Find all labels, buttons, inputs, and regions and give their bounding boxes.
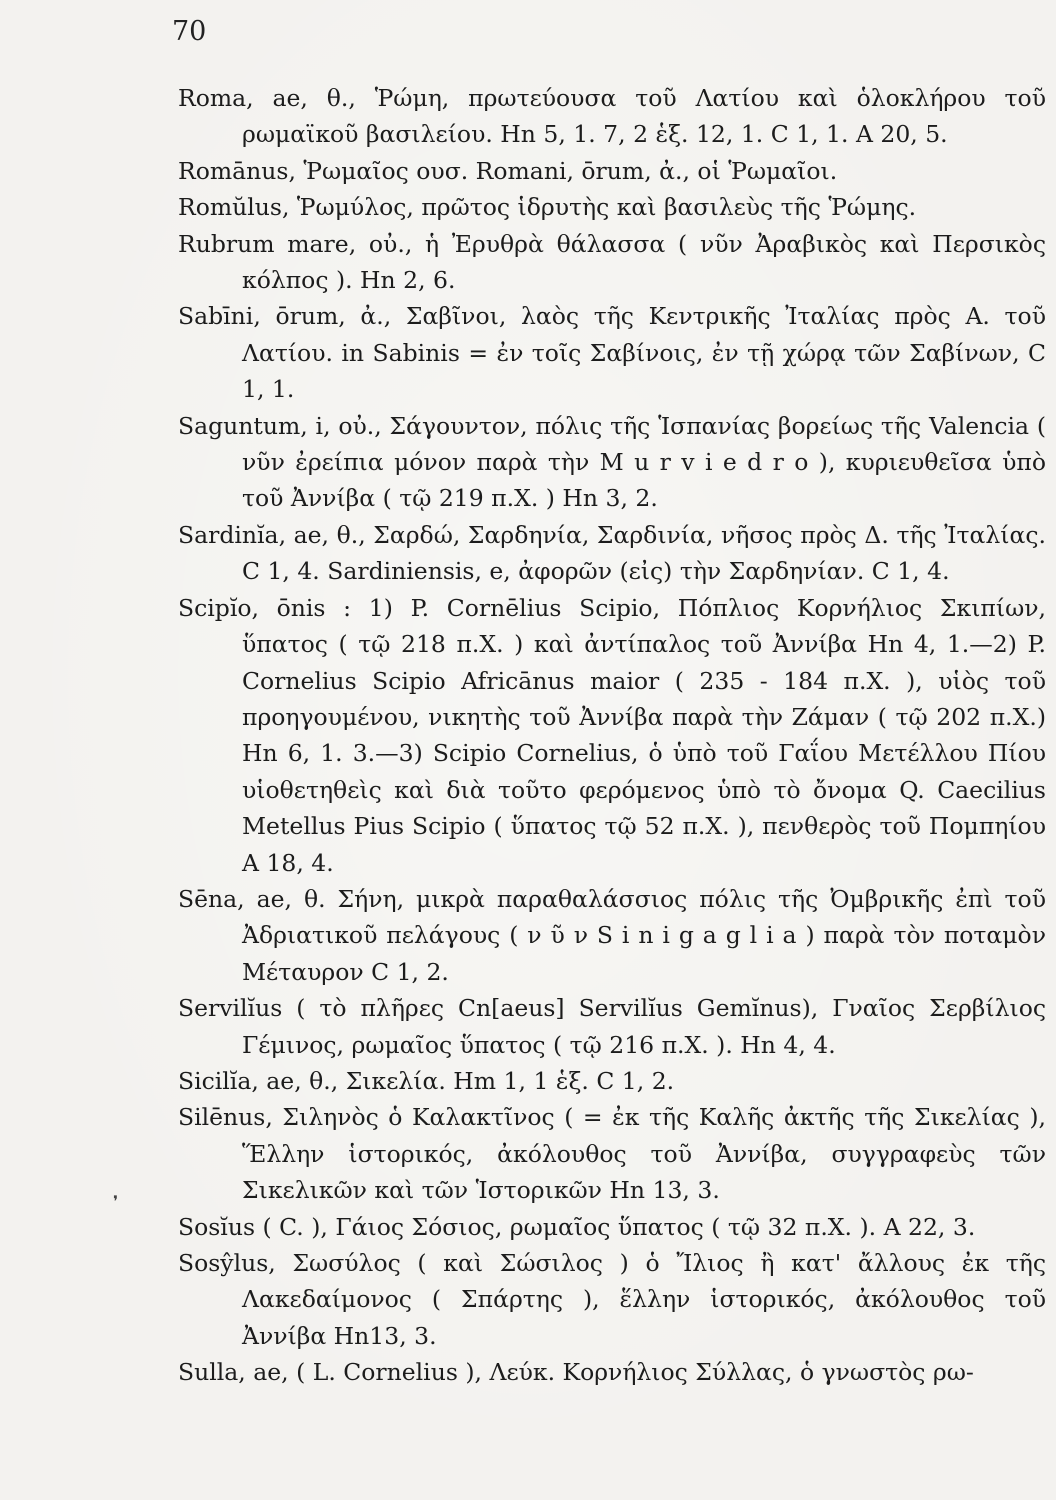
glossary-entry-sosylus: Sosŷlus, Σωσύλος ( καὶ Σώσιλος ) ὁ Ἴλιος ἢ κατ' ἄλλους ἐκ τῆς Λακεδαίμονος ( Σπάρτης ), ἕλλην ἱστορικός, ἀκόλουθος τοῦ Ἀννίβα Hn13, 3.	[178, 1249, 1046, 1350]
glossary-entry-romulus: Romŭlus, Ῥωμύλος, πρῶτος ἱδρυτὴς καὶ βασιλεὺς τῆς Ῥώμης.	[178, 193, 917, 222]
glossary-entry-scipio: Scipĭo, ōnis : 1) P. Cornēlius Scipio, Πόπλιος Κορνήλιος Σκιπίων, ὕπατος ( τῷ 218 π.Χ. ) καὶ ἀντίπαλος τοῦ Ἀννίβα Hn 4, 1.—2) P. Cornelius Scipio Africānus maior ( 235 - 184 π.Χ. ), υἱὸς τοῦ προηγουμένου, νικητὴς τοῦ Ἀννίβα παρὰ τὴν Ζάμαν ( τῷ 202 π.Χ.) Hn 6, 1. 3.—3) Scipio Cornelius, ὁ ὑπὸ τοῦ Γαΐου Μετέλλου Πίου υἱοθετηθεὶς καὶ διὰ τοῦτο φερόμενος ὑπὸ τὸ ὄνομα Q. Caecilius Metellus Pius Scipio ( ὕπατος τῷ 52 π.Χ. ), πενθερὸς τοῦ Πομπηίου A 18, 4.	[178, 593, 1046, 877]
glossary-entry-sardinia: Sardinĭa, ae, θ., Σαρδώ, Σαρδηνία, Σαρδινία, νῆσος πρὸς Δ. τῆς Ἰταλίας. C 1, 4. Sardiniensis, e, ἀφορῶν (εἰς) τὴν Σαρδηνίαν. C 1, 4.	[178, 520, 1046, 586]
glossary-entry-romanus: Romānus, Ῥωμαῖος ουσ. Romani, ōrum, ἀ., οἱ Ῥωμαῖοι.	[178, 156, 838, 185]
glossary-entry-sabini: Sabīni, ōrum, ἀ., Σαβῖνοι, λαὸς τῆς Κεντρικῆς Ἰταλίας πρὸς Α. τοῦ Λατίου. in Sabinis = ἐν τοῖς Σαβίνοις, ἐν τῇ χώρᾳ τῶν Σαβίνων, C 1, 1.	[178, 302, 1046, 404]
glossary-entries	[178, 80, 1046, 1391]
stray-mark-icon: ❜	[113, 1192, 119, 1211]
glossary-entry-rubrum-mare: Rubrum mare, οὐ., ἡ Ἐρυθρὰ θάλασσα ( νῦν Ἀραβικὸς καὶ Περσικὸς κόλπος ). Hn 2, 6.	[178, 229, 1046, 295]
glossary-entry-sena: Sēna, ae, θ. Σήνη, μικρὰ παραθαλάσσιος πόλις τῆς Ὀμβρικῆς ἐπὶ τοῦ Ἀδριατικοῦ πελάγους ( ν ῦ ν S i n i g a g l i a ) παρὰ τὸν ποταμὸν Μέταυρον C 1, 2.	[178, 884, 1046, 986]
page-number: 70	[172, 16, 207, 47]
glossary-entry-roma: Roma, ae, θ., Ῥώμη, πρωτεύουσα τοῦ Λατίου καὶ ὁλοκλήρου τοῦ ρωμαϊκοῦ βασιλείου. Hn 5, 1. 7, 2 ἑξ. 12, 1. C 1, 1. A 20, 5.	[178, 84, 1046, 149]
glossary-entry-sulla: Sulla, ae, ( L. Cornelius ), Λεύκ. Κορνήλιος Σύλλας, ὁ γνωστὸς ρω-	[178, 1358, 974, 1387]
glossary-entry-silenus: Silēnus, Σιληνὸς ὁ Καλακτῖνος ( = ἐκ τῆς Καλῆς ἀκτῆς τῆς Σικελίας ), Ἕλλην ἱστορικός, ἀκόλουθος τοῦ Ἀννίβα, συγγραφεὺς τῶν Σικελικῶν καὶ τῶν Ἱστορικῶν Hn 13, 3.	[178, 1103, 1046, 1205]
glossary-entry-servilius: Servilĭus ( τὸ πλῆρες Cn[aeus] Servilĭus Gemĭnus), Γναῖος Σερβίλιος Γέμινος, ρωμαῖος ὕπατος ( τῷ 216 π.Χ. ). Hn 4, 4.	[178, 994, 1046, 1059]
glossary-entry-saguntum: Saguntum, i, οὐ., Σάγουντον, πόλις τῆς Ἱσπανίας βορείως τῆς Valencia ( νῦν ἐρείπια μόνον παρὰ τὴν M u r v i e d r o ), κυριευθεῖσα ὑπὸ τοῦ Ἀννίβα ( τῷ 219 π.Χ. ) Hn 3, 2.	[178, 411, 1046, 513]
glossary-entry-sicilia: Sicilĭa, ae, θ., Σικελία. Hm 1, 1 ἑξ. C 1, 2.	[178, 1066, 675, 1095]
glossary-entry-sosius: Sosĭus ( C. ), Γάιος Σόσιος, ρωμαῖος ὕπατος ( τῷ 32 π.Χ. ). A 22, 3.	[178, 1212, 976, 1241]
